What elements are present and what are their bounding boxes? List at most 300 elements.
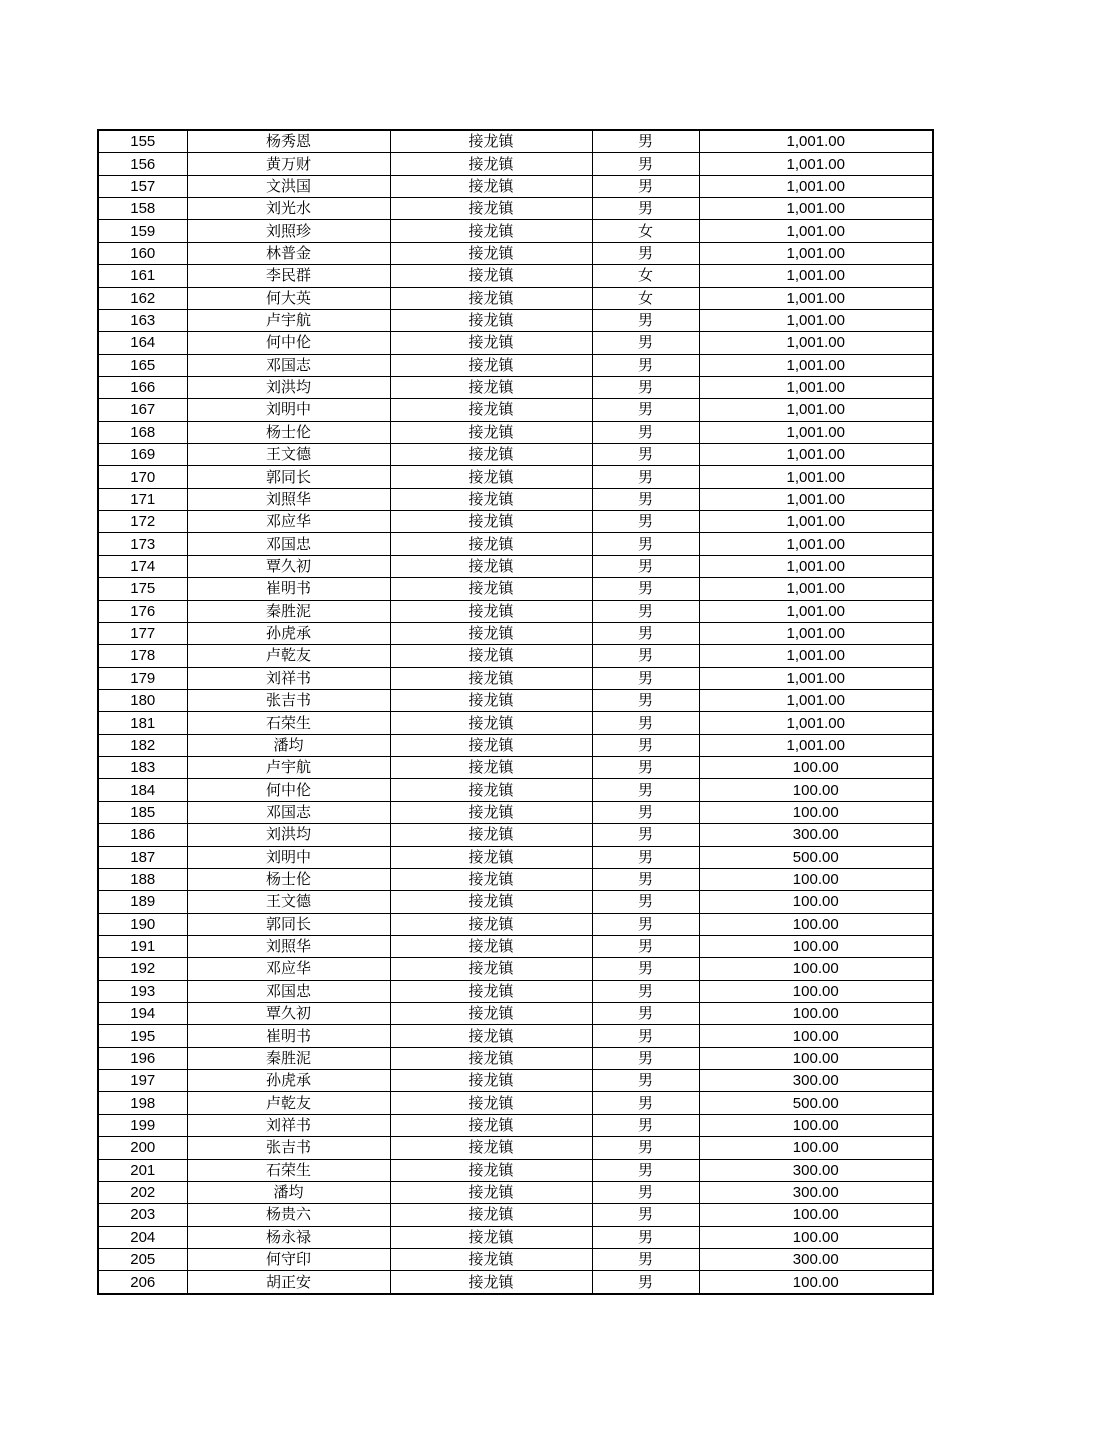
- town-cell: 接龙镇: [390, 913, 592, 935]
- row-number-cell: 159: [98, 220, 187, 242]
- gender-cell: 男: [592, 1248, 699, 1270]
- town-cell: 接龙镇: [390, 868, 592, 890]
- gender-cell: 男: [592, 958, 699, 980]
- gender-cell: 男: [592, 332, 699, 354]
- table-row: [98, 265, 933, 287]
- row-number-cell: 190: [98, 913, 187, 935]
- town-cell: 接龙镇: [390, 935, 592, 957]
- gender-cell: 男: [592, 824, 699, 846]
- name-cell: 潘均: [187, 1181, 390, 1203]
- gender-cell: 男: [592, 1204, 699, 1226]
- gender-cell: 男: [592, 868, 699, 890]
- name-cell: 李民群: [187, 265, 390, 287]
- gender-cell: 男: [592, 466, 699, 488]
- amount-cell: 1,001.00: [699, 153, 933, 175]
- town-cell: 接龙镇: [390, 555, 592, 577]
- town-cell: 接龙镇: [390, 1114, 592, 1136]
- amount-cell: 1,001.00: [699, 265, 933, 287]
- town-cell: 接龙镇: [390, 309, 592, 331]
- table-row: [98, 309, 933, 331]
- amount-cell: 300.00: [699, 824, 933, 846]
- name-cell: 何守印: [187, 1248, 390, 1270]
- amount-cell: 300.00: [699, 1248, 933, 1270]
- table-row: [98, 891, 933, 913]
- row-number-cell: 157: [98, 175, 187, 197]
- gender-cell: 男: [592, 689, 699, 711]
- name-cell: 秦胜泥: [187, 1047, 390, 1069]
- gender-cell: 男: [592, 309, 699, 331]
- name-cell: 崔明书: [187, 1025, 390, 1047]
- name-cell: 邓应华: [187, 958, 390, 980]
- table-row: [98, 846, 933, 868]
- town-cell: 接龙镇: [390, 376, 592, 398]
- name-cell: 卢宇航: [187, 757, 390, 779]
- name-cell: 邓应华: [187, 511, 390, 533]
- amount-cell: 1,001.00: [699, 220, 933, 242]
- gender-cell: 男: [592, 935, 699, 957]
- row-number-cell: 163: [98, 309, 187, 331]
- town-cell: 接龙镇: [390, 399, 592, 421]
- amount-cell: 300.00: [699, 1159, 933, 1181]
- gender-cell: 男: [592, 444, 699, 466]
- town-cell: 接龙镇: [390, 332, 592, 354]
- gender-cell: 男: [592, 354, 699, 376]
- amount-cell: 1,001.00: [699, 444, 933, 466]
- name-cell: 孙虎承: [187, 622, 390, 644]
- table-row: [98, 130, 933, 153]
- row-number-cell: 195: [98, 1025, 187, 1047]
- row-number-cell: 197: [98, 1070, 187, 1092]
- gender-cell: 男: [592, 734, 699, 756]
- name-cell: 何中伦: [187, 779, 390, 801]
- town-cell: 接龙镇: [390, 734, 592, 756]
- name-cell: 张吉书: [187, 1137, 390, 1159]
- table-body: [98, 130, 933, 1294]
- row-number-cell: 173: [98, 533, 187, 555]
- row-number-cell: 200: [98, 1137, 187, 1159]
- table-row: [98, 242, 933, 264]
- table-row: [98, 1070, 933, 1092]
- table-row: [98, 511, 933, 533]
- name-cell: 胡正安: [187, 1271, 390, 1294]
- amount-cell: 1,001.00: [699, 175, 933, 197]
- table-row: [98, 1092, 933, 1114]
- gender-cell: 男: [592, 198, 699, 220]
- row-number-cell: 168: [98, 421, 187, 443]
- row-number-cell: 201: [98, 1159, 187, 1181]
- gender-cell: 男: [592, 1226, 699, 1248]
- gender-cell: 男: [592, 622, 699, 644]
- name-cell: 刘照珍: [187, 220, 390, 242]
- row-number-cell: 176: [98, 600, 187, 622]
- town-cell: 接龙镇: [390, 242, 592, 264]
- row-number-cell: 194: [98, 1003, 187, 1025]
- name-cell: 刘照华: [187, 935, 390, 957]
- town-cell: 接龙镇: [390, 622, 592, 644]
- name-cell: 石荣生: [187, 712, 390, 734]
- name-cell: 林普金: [187, 242, 390, 264]
- row-number-cell: 169: [98, 444, 187, 466]
- table-row: [98, 1226, 933, 1248]
- table-row: [98, 198, 933, 220]
- gender-cell: 男: [592, 399, 699, 421]
- name-cell: 秦胜泥: [187, 600, 390, 622]
- town-cell: 接龙镇: [390, 891, 592, 913]
- row-number-cell: 184: [98, 779, 187, 801]
- gender-cell: 男: [592, 578, 699, 600]
- table-row: [98, 287, 933, 309]
- town-cell: 接龙镇: [390, 287, 592, 309]
- name-cell: 卢乾友: [187, 645, 390, 667]
- amount-cell: 1,001.00: [699, 667, 933, 689]
- table-row: [98, 153, 933, 175]
- amount-cell: 1,001.00: [699, 645, 933, 667]
- town-cell: 接龙镇: [390, 980, 592, 1002]
- name-cell: 杨贵六: [187, 1204, 390, 1226]
- table-row: [98, 824, 933, 846]
- table-row: [98, 712, 933, 734]
- row-number-cell: 172: [98, 511, 187, 533]
- name-cell: 王文德: [187, 891, 390, 913]
- town-cell: 接龙镇: [390, 958, 592, 980]
- gender-cell: 男: [592, 421, 699, 443]
- table-row: [98, 734, 933, 756]
- town-cell: 接龙镇: [390, 667, 592, 689]
- table-row: [98, 958, 933, 980]
- town-cell: 接龙镇: [390, 354, 592, 376]
- town-cell: 接龙镇: [390, 600, 592, 622]
- name-cell: 邓国忠: [187, 533, 390, 555]
- row-number-cell: 179: [98, 667, 187, 689]
- gender-cell: 男: [592, 667, 699, 689]
- row-number-cell: 174: [98, 555, 187, 577]
- amount-cell: 100.00: [699, 1114, 933, 1136]
- amount-cell: 100.00: [699, 1271, 933, 1294]
- table-row: [98, 1137, 933, 1159]
- town-cell: 接龙镇: [390, 1204, 592, 1226]
- table-row: [98, 1047, 933, 1069]
- amount-cell: 100.00: [699, 757, 933, 779]
- gender-cell: 女: [592, 287, 699, 309]
- gender-cell: 男: [592, 757, 699, 779]
- name-cell: 何大英: [187, 287, 390, 309]
- gender-cell: 男: [592, 913, 699, 935]
- name-cell: 杨士伦: [187, 421, 390, 443]
- name-cell: 邓国忠: [187, 980, 390, 1002]
- row-number-cell: 177: [98, 622, 187, 644]
- amount-cell: 500.00: [699, 1092, 933, 1114]
- gender-cell: 男: [592, 846, 699, 868]
- table-row: [98, 757, 933, 779]
- gender-cell: 男: [592, 980, 699, 1002]
- table-row: [98, 1181, 933, 1203]
- town-cell: 接龙镇: [390, 1092, 592, 1114]
- table-row: [98, 399, 933, 421]
- gender-cell: 男: [592, 1271, 699, 1294]
- row-number-cell: 161: [98, 265, 187, 287]
- town-cell: 接龙镇: [390, 533, 592, 555]
- town-cell: 接龙镇: [390, 153, 592, 175]
- gender-cell: 男: [592, 376, 699, 398]
- name-cell: 覃久初: [187, 555, 390, 577]
- row-number-cell: 191: [98, 935, 187, 957]
- row-number-cell: 156: [98, 153, 187, 175]
- table-row: [98, 622, 933, 644]
- amount-cell: 100.00: [699, 1025, 933, 1047]
- row-number-cell: 181: [98, 712, 187, 734]
- amount-cell: 1,001.00: [699, 332, 933, 354]
- table-row: [98, 801, 933, 823]
- table-row: [98, 1114, 933, 1136]
- amount-cell: 1,001.00: [699, 689, 933, 711]
- amount-cell: 100.00: [699, 980, 933, 1002]
- gender-cell: 男: [592, 801, 699, 823]
- row-number-cell: 170: [98, 466, 187, 488]
- amount-cell: 1,001.00: [699, 622, 933, 644]
- town-cell: 接龙镇: [390, 175, 592, 197]
- name-cell: 张吉书: [187, 689, 390, 711]
- gender-cell: 女: [592, 220, 699, 242]
- table-row: [98, 488, 933, 510]
- amount-cell: 100.00: [699, 1137, 933, 1159]
- town-cell: 接龙镇: [390, 1137, 592, 1159]
- row-number-cell: 178: [98, 645, 187, 667]
- town-cell: 接龙镇: [390, 645, 592, 667]
- table-row: [98, 376, 933, 398]
- name-cell: 邓国志: [187, 801, 390, 823]
- row-number-cell: 188: [98, 868, 187, 890]
- table-row: [98, 1248, 933, 1270]
- row-number-cell: 202: [98, 1181, 187, 1203]
- row-number-cell: 193: [98, 980, 187, 1002]
- gender-cell: 男: [592, 1047, 699, 1069]
- amount-cell: 100.00: [699, 958, 933, 980]
- gender-cell: 男: [592, 175, 699, 197]
- town-cell: 接龙镇: [390, 846, 592, 868]
- name-cell: 刘洪均: [187, 376, 390, 398]
- gender-cell: 男: [592, 779, 699, 801]
- town-cell: 接龙镇: [390, 421, 592, 443]
- row-number-cell: 166: [98, 376, 187, 398]
- table-row: [98, 645, 933, 667]
- table-row: [98, 1271, 933, 1294]
- town-cell: 接龙镇: [390, 130, 592, 153]
- gender-cell: 男: [592, 1092, 699, 1114]
- name-cell: 崔明书: [187, 578, 390, 600]
- row-number-cell: 189: [98, 891, 187, 913]
- amount-cell: 1,001.00: [699, 399, 933, 421]
- row-number-cell: 162: [98, 287, 187, 309]
- row-number-cell: 205: [98, 1248, 187, 1270]
- town-cell: 接龙镇: [390, 1047, 592, 1069]
- table-row: [98, 779, 933, 801]
- amount-cell: 100.00: [699, 868, 933, 890]
- gender-cell: 男: [592, 555, 699, 577]
- row-number-cell: 165: [98, 354, 187, 376]
- table-row: [98, 555, 933, 577]
- amount-cell: 100.00: [699, 801, 933, 823]
- town-cell: 接龙镇: [390, 198, 592, 220]
- amount-cell: 1,001.00: [699, 600, 933, 622]
- amount-cell: 1,001.00: [699, 287, 933, 309]
- amount-cell: 1,001.00: [699, 712, 933, 734]
- row-number-cell: 167: [98, 399, 187, 421]
- name-cell: 黄万财: [187, 153, 390, 175]
- amount-cell: 1,001.00: [699, 511, 933, 533]
- town-cell: 接龙镇: [390, 779, 592, 801]
- row-number-cell: 182: [98, 734, 187, 756]
- table-row: [98, 667, 933, 689]
- town-cell: 接龙镇: [390, 1248, 592, 1270]
- row-number-cell: 155: [98, 130, 187, 153]
- town-cell: 接龙镇: [390, 1025, 592, 1047]
- gender-cell: 男: [592, 533, 699, 555]
- gender-cell: 男: [592, 153, 699, 175]
- table-row: [98, 220, 933, 242]
- row-number-cell: 199: [98, 1114, 187, 1136]
- name-cell: 潘均: [187, 734, 390, 756]
- town-cell: 接龙镇: [390, 511, 592, 533]
- row-number-cell: 196: [98, 1047, 187, 1069]
- table-row: [98, 868, 933, 890]
- table-row: [98, 578, 933, 600]
- table-row: [98, 354, 933, 376]
- table-row: [98, 689, 933, 711]
- gender-cell: 男: [592, 1159, 699, 1181]
- town-cell: 接龙镇: [390, 578, 592, 600]
- gender-cell: 男: [592, 1114, 699, 1136]
- gender-cell: 女: [592, 265, 699, 287]
- town-cell: 接龙镇: [390, 1070, 592, 1092]
- table-row: [98, 913, 933, 935]
- amount-cell: 500.00: [699, 846, 933, 868]
- gender-cell: 男: [592, 1003, 699, 1025]
- amount-cell: 1,001.00: [699, 354, 933, 376]
- table-row: [98, 175, 933, 197]
- table-row: [98, 1159, 933, 1181]
- table-row: [98, 1025, 933, 1047]
- town-cell: 接龙镇: [390, 220, 592, 242]
- name-cell: 刘祥书: [187, 1114, 390, 1136]
- gender-cell: 男: [592, 1025, 699, 1047]
- table-row: [98, 421, 933, 443]
- name-cell: 杨秀恩: [187, 130, 390, 153]
- town-cell: 接龙镇: [390, 488, 592, 510]
- amount-cell: 100.00: [699, 1204, 933, 1226]
- row-number-cell: 204: [98, 1226, 187, 1248]
- table-row: [98, 444, 933, 466]
- amount-cell: 1,001.00: [699, 533, 933, 555]
- name-cell: 卢宇航: [187, 309, 390, 331]
- gender-cell: 男: [592, 488, 699, 510]
- town-cell: 接龙镇: [390, 444, 592, 466]
- row-number-cell: 192: [98, 958, 187, 980]
- amount-cell: 100.00: [699, 1226, 933, 1248]
- table-row: [98, 1204, 933, 1226]
- gender-cell: 男: [592, 242, 699, 264]
- row-number-cell: 206: [98, 1271, 187, 1294]
- amount-cell: 1,001.00: [699, 309, 933, 331]
- town-cell: 接龙镇: [390, 1226, 592, 1248]
- name-cell: 石荣生: [187, 1159, 390, 1181]
- amount-cell: 300.00: [699, 1181, 933, 1203]
- name-cell: 覃久初: [187, 1003, 390, 1025]
- payment-table: [97, 129, 934, 1295]
- amount-cell: 100.00: [699, 779, 933, 801]
- town-cell: 接龙镇: [390, 1159, 592, 1181]
- name-cell: 杨士伦: [187, 868, 390, 890]
- row-number-cell: 187: [98, 846, 187, 868]
- gender-cell: 男: [592, 645, 699, 667]
- town-cell: 接龙镇: [390, 689, 592, 711]
- amount-cell: 1,001.00: [699, 421, 933, 443]
- row-number-cell: 175: [98, 578, 187, 600]
- gender-cell: 男: [592, 600, 699, 622]
- gender-cell: 男: [592, 712, 699, 734]
- name-cell: 孙虎承: [187, 1070, 390, 1092]
- row-number-cell: 183: [98, 757, 187, 779]
- town-cell: 接龙镇: [390, 712, 592, 734]
- table-row: [98, 600, 933, 622]
- amount-cell: 1,001.00: [699, 198, 933, 220]
- amount-cell: 1,001.00: [699, 734, 933, 756]
- table-row: [98, 533, 933, 555]
- name-cell: 刘明中: [187, 846, 390, 868]
- amount-cell: 100.00: [699, 1047, 933, 1069]
- table-row: [98, 935, 933, 957]
- name-cell: 刘光水: [187, 198, 390, 220]
- name-cell: 卢乾友: [187, 1092, 390, 1114]
- table-row: [98, 980, 933, 1002]
- town-cell: 接龙镇: [390, 466, 592, 488]
- town-cell: 接龙镇: [390, 1003, 592, 1025]
- amount-cell: 1,001.00: [699, 130, 933, 153]
- amount-cell: 1,001.00: [699, 242, 933, 264]
- town-cell: 接龙镇: [390, 265, 592, 287]
- name-cell: 王文德: [187, 444, 390, 466]
- amount-cell: 300.00: [699, 1070, 933, 1092]
- row-number-cell: 180: [98, 689, 187, 711]
- town-cell: 接龙镇: [390, 801, 592, 823]
- name-cell: 刘洪均: [187, 824, 390, 846]
- row-number-cell: 186: [98, 824, 187, 846]
- name-cell: 刘明中: [187, 399, 390, 421]
- name-cell: 郭同长: [187, 466, 390, 488]
- row-number-cell: 160: [98, 242, 187, 264]
- amount-cell: 1,001.00: [699, 466, 933, 488]
- row-number-cell: 203: [98, 1204, 187, 1226]
- name-cell: 文洪国: [187, 175, 390, 197]
- amount-cell: 100.00: [699, 1003, 933, 1025]
- gender-cell: 男: [592, 1137, 699, 1159]
- name-cell: 杨永禄: [187, 1226, 390, 1248]
- amount-cell: 100.00: [699, 891, 933, 913]
- town-cell: 接龙镇: [390, 824, 592, 846]
- row-number-cell: 171: [98, 488, 187, 510]
- gender-cell: 男: [592, 1070, 699, 1092]
- amount-cell: 1,001.00: [699, 488, 933, 510]
- amount-cell: 1,001.00: [699, 578, 933, 600]
- row-number-cell: 198: [98, 1092, 187, 1114]
- town-cell: 接龙镇: [390, 1181, 592, 1203]
- name-cell: 刘照华: [187, 488, 390, 510]
- gender-cell: 男: [592, 1181, 699, 1203]
- town-cell: 接龙镇: [390, 1271, 592, 1294]
- amount-cell: 1,001.00: [699, 555, 933, 577]
- table-row: [98, 1003, 933, 1025]
- table-row: [98, 466, 933, 488]
- name-cell: 邓国志: [187, 354, 390, 376]
